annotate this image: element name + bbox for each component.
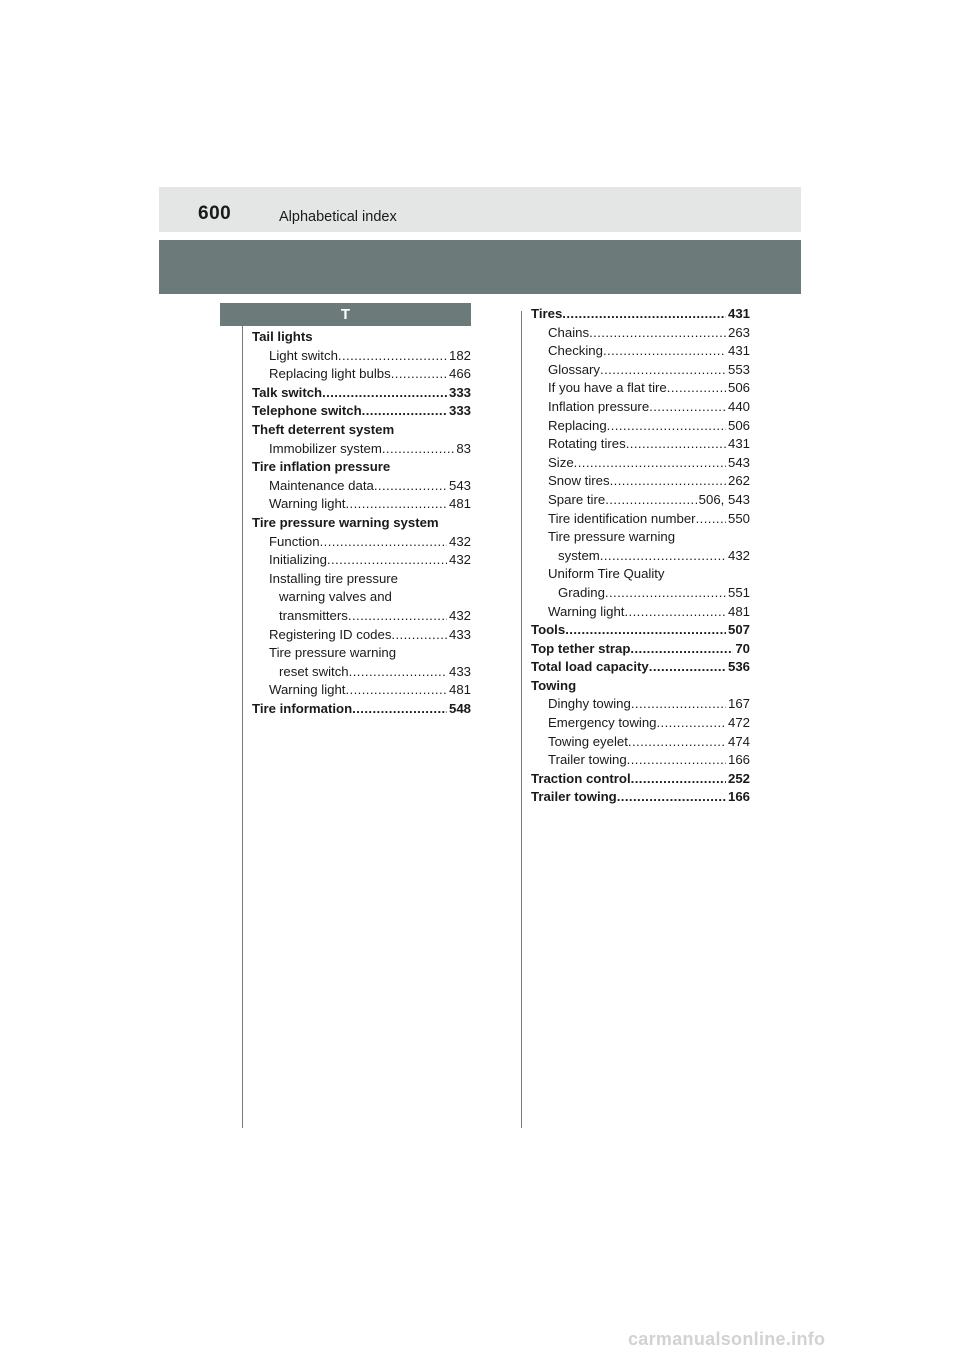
index-entry-term: Theft deterrent system (252, 421, 395, 437)
index-entry-page: 481 (448, 496, 471, 512)
index-entry-page: 466 (448, 366, 471, 382)
index-entry (252, 477, 471, 496)
index-entry (531, 528, 750, 547)
index-entry-page: 433 (448, 626, 471, 642)
index-entry (531, 435, 750, 454)
index-entry-term: Trailer towing (531, 789, 617, 805)
dot-leader (667, 379, 726, 398)
index-entry-term: Uniform Tire Quality (548, 566, 665, 582)
index-entry-page: 432 (727, 547, 750, 563)
index-entry (531, 751, 750, 770)
index-entry (252, 681, 471, 700)
index-entry-page: 431 (727, 436, 750, 452)
index-entry-term: Rotating tires (548, 436, 626, 452)
index-entry-term: Tire information (252, 700, 353, 716)
index-column-right (531, 305, 750, 807)
header-band (159, 240, 801, 294)
index-entry-page: 166 (727, 752, 750, 768)
index-entry-term: Chains (548, 324, 590, 340)
index-entry-term: If you have a flat tire (548, 380, 667, 396)
dot-leader (649, 658, 726, 677)
index-entry-term: Top tether strap (531, 640, 631, 656)
index-entry-term: warning valves and (279, 589, 392, 605)
index-entry (252, 626, 471, 645)
index-entry-term: Tail lights (252, 329, 313, 344)
index-entry-term: Tire pressure warning (269, 645, 397, 661)
index-entry-page: 431 (727, 343, 750, 359)
dot-leader (624, 603, 726, 622)
dot-leader (362, 402, 447, 421)
index-entry-page: 543 (448, 477, 471, 493)
dot-leader (626, 435, 726, 454)
index-entry-page: 263 (727, 324, 750, 340)
index-entry-page: 432 (448, 552, 471, 568)
dot-leader (322, 384, 447, 403)
index-entry-term: Warning light (269, 496, 346, 512)
index-entry-term: Function (269, 533, 320, 549)
watermark: carmanualsonline.info (628, 1329, 826, 1349)
dot-leader (600, 361, 726, 380)
index-entry (252, 458, 471, 477)
index-entry-term: Tire pressure warning (548, 529, 676, 545)
page-number: 600 (198, 203, 232, 224)
index-entry-page: 481 (727, 603, 750, 619)
index-entry (531, 361, 750, 380)
dot-leader (607, 417, 726, 436)
dot-leader (617, 788, 726, 807)
dot-leader (327, 551, 447, 570)
dot-leader (382, 440, 454, 459)
index-entry-term: system (558, 547, 600, 563)
index-entry (531, 305, 750, 324)
index-entry-term: Immobilizer system (269, 440, 382, 456)
dot-leader (627, 751, 726, 770)
dot-leader (610, 472, 726, 491)
index-entry-term: Light switch (269, 347, 338, 363)
index-entry-term: Installing tire pressure (269, 570, 399, 586)
index-entry-term: Initializing (269, 552, 327, 568)
index-entry (531, 398, 750, 417)
index-entry (531, 491, 750, 510)
index-entry (252, 570, 471, 589)
index-entry-page: 543 (727, 454, 750, 470)
index-entry-page: 432 (448, 607, 471, 623)
index-entry-term: Tire inflation pressure (252, 459, 391, 475)
index-entry (531, 510, 750, 529)
index-entry-page: 536 (727, 659, 750, 675)
right-column-rule (521, 311, 522, 1128)
index-entry-term: Glossary (548, 361, 601, 377)
index-entry-term: Traction control (531, 770, 631, 786)
index-entry (531, 695, 750, 714)
dot-leader (562, 305, 726, 324)
index-entry-term: Replacing (548, 417, 607, 433)
index-entry-page: 507 (727, 622, 750, 638)
index-entry (252, 347, 471, 366)
index-entry (252, 402, 471, 421)
dot-leader (605, 491, 696, 510)
index-entry (531, 714, 750, 733)
dot-leader (628, 733, 726, 752)
dot-leader (349, 663, 447, 682)
index-entry (252, 384, 471, 403)
index-entry (531, 621, 750, 640)
left-column-rule (242, 326, 243, 1128)
index-entry-term: Tire pressure warning system (252, 514, 439, 530)
index-entry-term: Talk switch (252, 384, 323, 400)
index-entry-term: Warning light (548, 603, 625, 619)
index-entry (252, 495, 471, 514)
dot-leader (589, 324, 726, 343)
index-entry (252, 533, 471, 552)
index-entry-term: Dinghy towing (548, 696, 631, 712)
index-entry-page: 252 (727, 770, 750, 786)
index-entry (252, 440, 471, 459)
dot-leader (603, 342, 726, 361)
index-entry-page: 481 (448, 682, 471, 698)
dot-leader (391, 365, 447, 384)
index-entry-term: Inflation pressure (548, 398, 650, 414)
index-entry-page: 333 (448, 403, 471, 419)
dot-leader (630, 640, 733, 659)
index-entry (531, 547, 750, 566)
page-header-bar (159, 187, 801, 232)
section-letter-bar: T (220, 303, 471, 326)
index-entry (531, 677, 750, 696)
index-entry (252, 700, 471, 719)
index-entry-term: Tire identification number (548, 510, 696, 526)
index-entry-term: Grading (558, 584, 605, 600)
dot-leader (374, 477, 447, 496)
dot-leader (605, 584, 726, 603)
index-entry-page: 83 (456, 440, 471, 456)
index-entry (531, 324, 750, 343)
index-entry (531, 603, 750, 622)
index-entry-page: 70 (735, 640, 750, 656)
dot-leader (338, 347, 447, 366)
index-entry (252, 644, 471, 663)
index-entry-page: 553 (727, 361, 750, 377)
index-entry-page: 474 (727, 733, 750, 749)
index-entry-page: 472 (727, 715, 750, 731)
index-entry (252, 607, 471, 626)
index-entry-page: 432 (448, 533, 471, 549)
index-entry-term: Tools (531, 622, 566, 638)
index-entry-term: Total load capacity (531, 659, 649, 675)
index-entry-term: Maintenance data (269, 477, 374, 493)
index-entry (252, 514, 471, 533)
index-entry-page: 167 (727, 696, 750, 712)
index-entry (531, 379, 750, 398)
index-entry-term: Warning light (269, 682, 346, 698)
index-entry-page: 550 (727, 510, 750, 526)
index-entry (531, 454, 750, 473)
index-entry-term: Towing (531, 677, 577, 693)
index-entry-term: Spare tire (548, 491, 606, 507)
index-entry (531, 342, 750, 361)
dot-leader (345, 681, 447, 700)
dot-leader (391, 626, 447, 645)
page-title: Alphabetical index (279, 209, 397, 225)
index-entry-page: 506 (727, 417, 750, 433)
index-entry-term: transmitters (279, 607, 348, 623)
index-entry (252, 328, 471, 347)
dot-leader (649, 398, 726, 417)
index-entry-page: 506 (727, 380, 750, 396)
index-entry-page: 333 (448, 384, 471, 400)
index-entry-page: 166 (727, 789, 750, 805)
index-entry (531, 565, 750, 584)
index-entry (531, 472, 750, 491)
dot-leader (320, 533, 447, 552)
index-entry-page: 182 (448, 347, 471, 363)
index-entry (531, 640, 750, 659)
dot-leader (565, 621, 726, 640)
index-entry-term: Telephone switch (252, 403, 362, 419)
dot-leader (352, 700, 447, 719)
index-entry (252, 588, 471, 607)
index-entry-term: Snow tires (548, 473, 610, 489)
index-entry (531, 770, 750, 789)
index-entry-term: Checking (548, 343, 603, 359)
index-entry (531, 584, 750, 603)
dot-leader (696, 510, 726, 529)
index-entry (252, 663, 471, 682)
index-entry (252, 421, 471, 440)
dot-leader (348, 607, 447, 626)
index-entry-page: 440 (727, 398, 750, 414)
index-entry-term: Tires (531, 306, 563, 321)
index-entry-term: Emergency towing (548, 715, 657, 731)
index-column-left (252, 328, 471, 718)
index-entry-page: 262 (727, 473, 750, 489)
index-entry (531, 417, 750, 436)
index-entry-term: Registering ID codes (269, 626, 392, 642)
index-entry (531, 733, 750, 752)
index-entry-page: 548 (448, 700, 471, 716)
index-entry (252, 365, 471, 384)
index-entry-term: Trailer towing (548, 752, 627, 768)
index-entry (531, 788, 750, 807)
index-entry-term: reset switch (279, 663, 349, 679)
index-entry-term: Towing eyelet (548, 733, 628, 749)
index-entry (531, 658, 750, 677)
dot-leader (574, 454, 726, 473)
index-entry (252, 551, 471, 570)
dot-leader (631, 770, 726, 789)
index-entry-page: 506, 543 (698, 491, 750, 507)
index-entry-term: Replacing light bulbs (269, 366, 391, 382)
dot-leader (631, 695, 726, 714)
dot-leader (345, 495, 447, 514)
index-entry-term: Size (548, 454, 574, 470)
dot-leader (656, 714, 726, 733)
index-entry-page: 551 (727, 584, 750, 600)
index-entry-page: 433 (448, 663, 471, 679)
index-entry-page: 431 (727, 306, 750, 321)
dot-leader (600, 547, 726, 566)
